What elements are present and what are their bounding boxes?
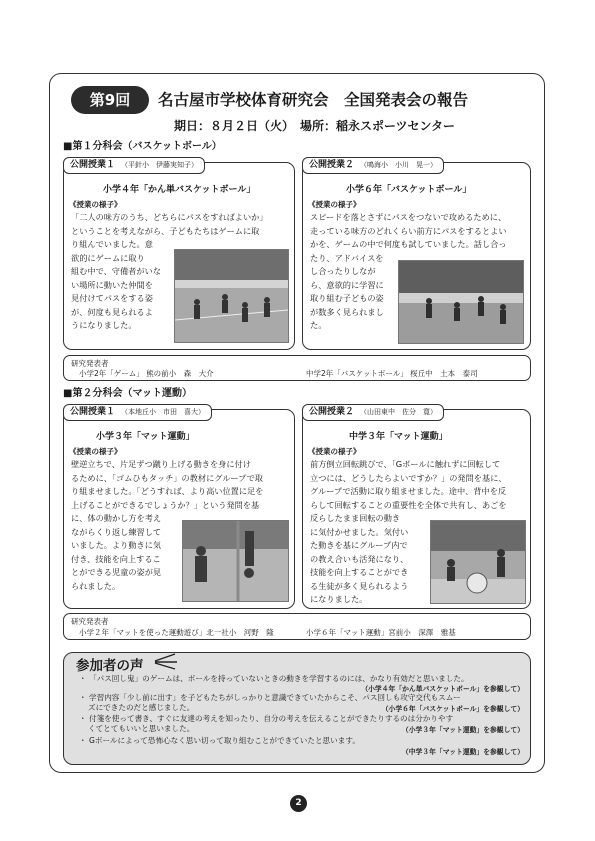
mat-photo-1	[182, 520, 289, 602]
speech-lines-icon	[153, 652, 179, 670]
voice-ref: （小学４年「かん単バスケットボール」を参観して）	[361, 685, 524, 693]
yoso-label: 《授業の様子》	[69, 447, 122, 456]
lesson-label: 公開授業１ （平針小 伊藤実知子）	[63, 157, 205, 174]
lesson-text: 壁逆立ちで、片足ずつ蹴り上げる動きを身に付け るために、「ゴムひもタッチ」の教材にグループで取 り組ませました。「どうすれば、より高い位置に足を 上げることができるでしょうか？」という発問を基 に、体の動かし方を考え ながらくり返し練習して いました。より動きに気 付き、技能を向上するこ とができる児童の姿が見 られました。	[71, 459, 264, 591]
lesson-label: 公開授業２ （山田東中 佐分 寛）	[302, 404, 444, 421]
voices-heading: 参加者の声	[76, 658, 144, 674]
lesson-subtitle: 小学３年「マット運動」	[96, 432, 195, 442]
page-title: 名古屋市学校体育研究会 全国発表会の報告	[158, 91, 469, 109]
lesson-subtitle: 小学４年「かん単バスケットボール」	[103, 185, 256, 195]
voice-ref: （中学３年「マット運動」を参観して）	[401, 748, 524, 756]
presenter-entry: 小学２年「マットを使った運動遊び」北一社小 河野 隆	[79, 628, 274, 637]
lesson-label: 公開授業１ （本地丘小 市田 喜大）	[63, 404, 212, 421]
lesson-label: 公開授業２ （鳴海小 小川 晃一）	[302, 157, 444, 174]
basketball-photo-1	[174, 249, 289, 343]
presenters-title: 研究発表者	[71, 359, 109, 368]
lesson-text: 「二人の味方のうち、どちらにパスをすればよいか」 ということを考えながら、子どもたちはゲームに取 り組んでいました。意 欲的にゲームに取り 組む中で、守備者がいな い場所に動いた仲間を 見付けてパスをする姿 が、何度も見られるよ うになりました。	[71, 212, 268, 330]
presenter-entry: 小学６年「マット運動」宮前小 深澤 雅基	[306, 628, 456, 637]
voice-item-cont: ズにできたのだと感じました。	[88, 703, 195, 712]
yoso-label: 《授業の様子》	[308, 447, 361, 456]
voice-item-cont: くてとてもいいと思いました。	[88, 724, 195, 733]
mat-photo-2	[430, 520, 526, 604]
section2-heading: ■第２分科会（マット運動）	[63, 388, 193, 399]
voice-item: ・ Gボールによって恐怖心なく思い切って取り組むことができていたと思います。	[79, 736, 360, 745]
presenter-entry: 中学2年「バスケットボール」 桜丘中 土本 泰司	[306, 369, 478, 378]
yoso-label: 《授業の様子》	[308, 200, 361, 209]
basketball-photo-2	[398, 260, 524, 344]
yoso-label: 《授業の様子》	[69, 200, 122, 209]
voice-item: ・ 学習内容「少し前に出す」を子どもたちがしっかりと意識できていたからこそ、パス回しも攻守交代もスムー	[79, 693, 461, 702]
lesson-text: スピードを落とさずにパスをつないで攻めるために、 走っている味方のどれくらい前方にパスをするとよい かを、ゲームの中で何度も試していました。話し合っ たり、アドバイスを し合ったりしなが ら、意欲的に学習に 取り組む子どもの姿 が数多く見られまし た。	[310, 212, 507, 330]
voice-ref: （小学６年「バスケットボール」を参観して）	[381, 705, 524, 713]
voice-ref: （小学３年「マット運動」を参観して）	[401, 726, 524, 734]
date-venue: 期日：８月２日（火） 場所：稲永スポーツセンター	[174, 119, 456, 133]
page-number: 2	[290, 795, 307, 812]
session-badge: 第9回	[71, 86, 149, 114]
presenter-entry: 小学2年「ゲーム」 熊の前小 森 大介	[79, 369, 214, 378]
presenters-box-1	[63, 355, 531, 381]
presenters-box-2	[63, 613, 531, 640]
voice-item: ・ 付箋を使って書き、すぐに友達の考えを知ったり、自分の考えを伝えることができたりするのは分かりやす	[79, 714, 454, 723]
section1-heading: ■第１分科会（バスケットボール）	[63, 141, 222, 152]
lesson-text: 前方倒立回転跳びで、「Gボールに触れずに回転して 立つには、どうしたらよいですか？」の発問を基に、 グループで活動に取り組ませました。途中、背中を反 らして回転することの重要性を全体で共有し、あごを 反らしたまま回転の動き に気付かせました。気付い た動きを基にグループ内で の教え合いも活発になり、 技能を向上することができ る生徒が多く見られるよう になりました。	[310, 459, 507, 604]
presenters-title: 研究発表者	[71, 617, 109, 626]
lesson-subtitle: 中学３年「マット運動」	[349, 432, 448, 442]
voice-item: ・ 「パス回し鬼」のゲームは、ボールを持っていないときの動きを学習するのには、かなり有効だと思いました。	[79, 674, 469, 683]
lesson-subtitle: 小学６年「バスケットボール」	[346, 185, 472, 195]
